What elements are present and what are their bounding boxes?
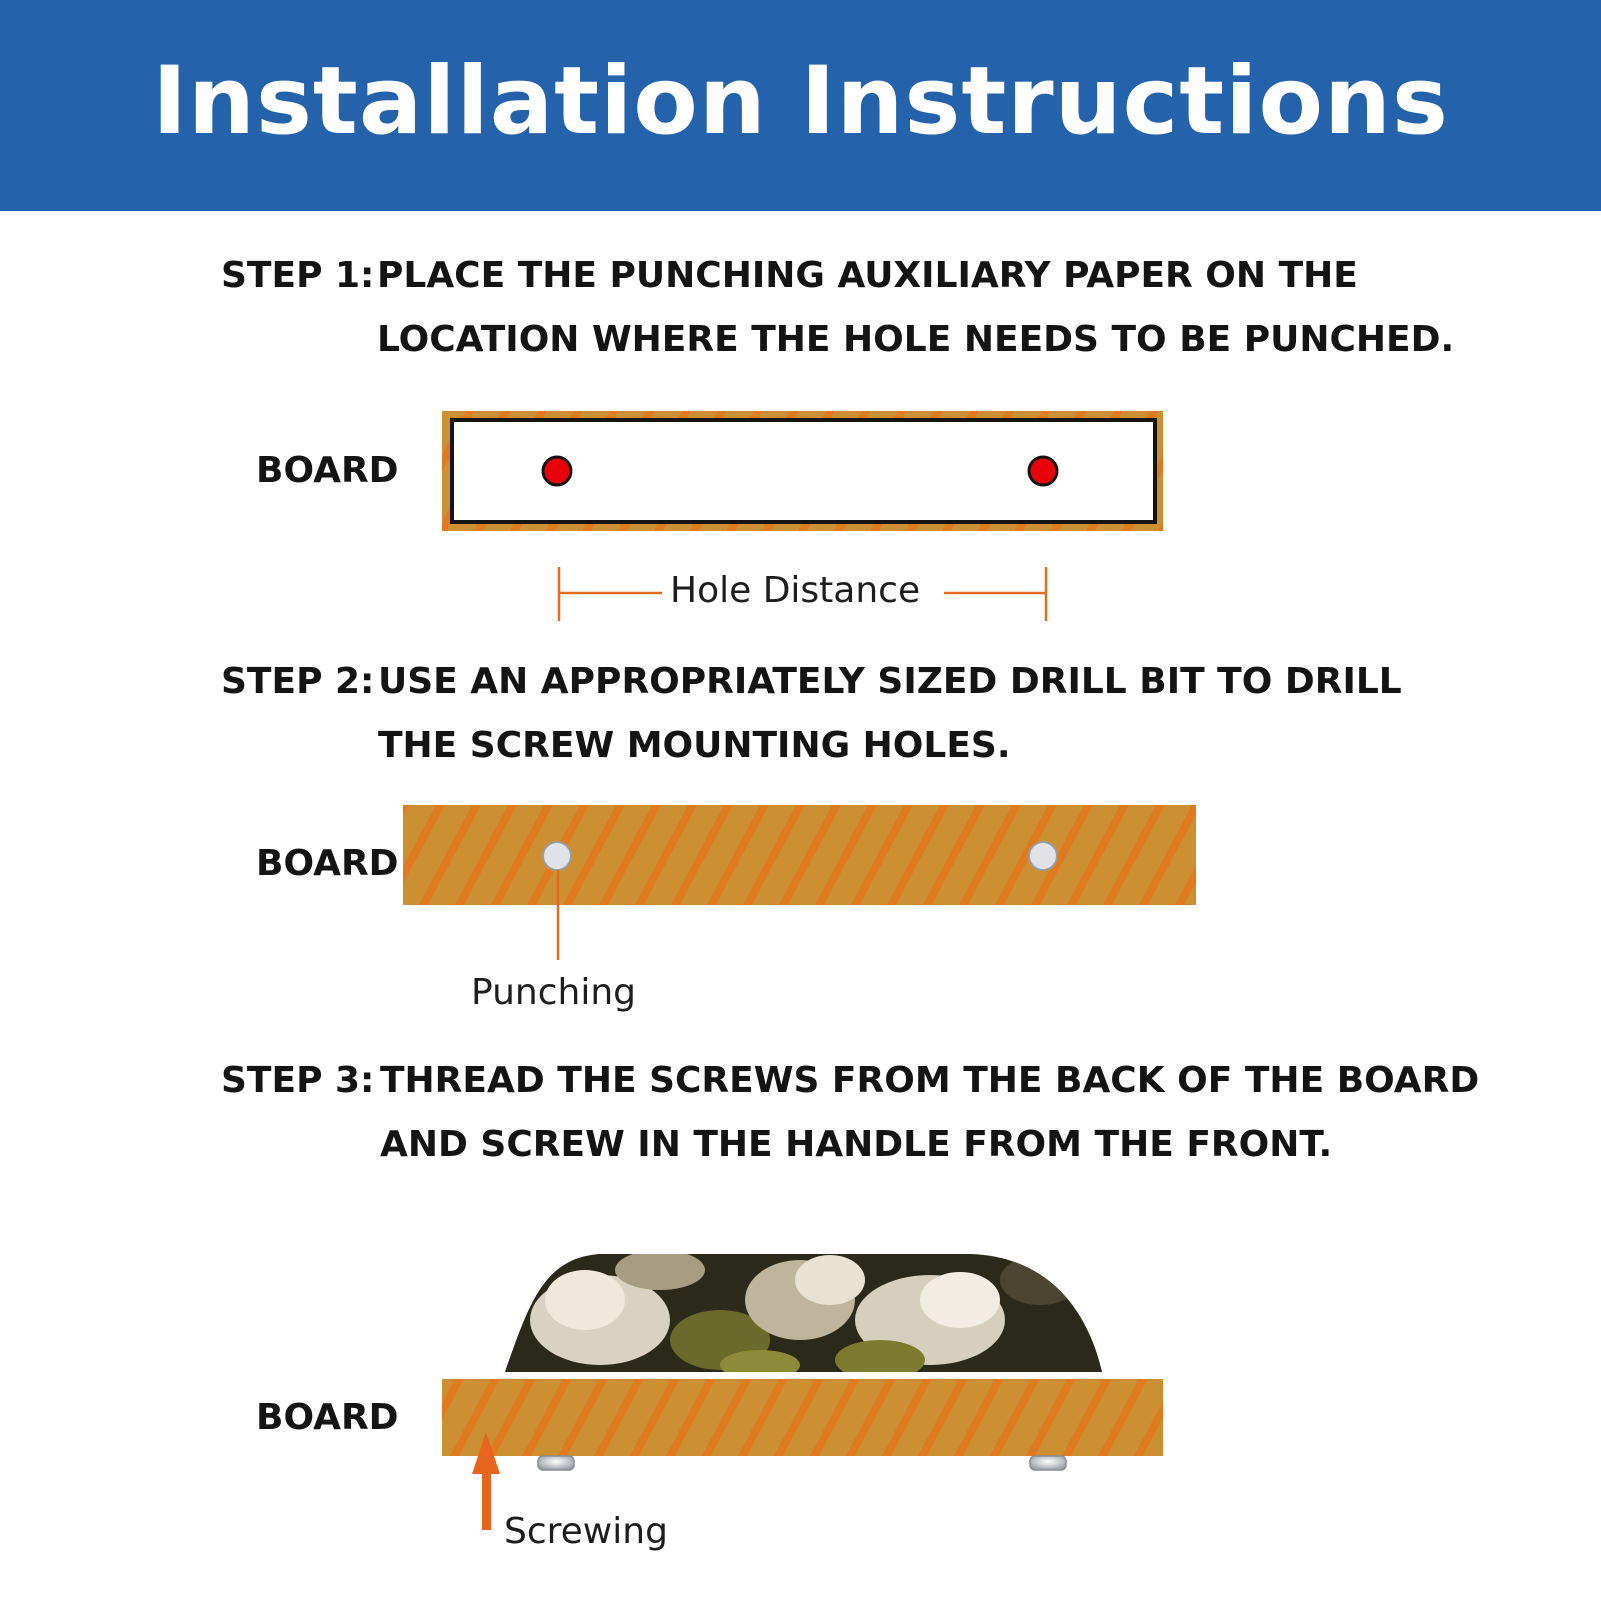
step-3-line-2: AND SCREW IN THE HANDLE FROM THE FRONT. [380,1124,1333,1165]
step-2-line-1: USE AN APPROPRIATELY SIZED DRILL BIT TO DRILL [378,661,1402,702]
punching-caption: Punching [471,972,636,1013]
hole-distance-caption: Hole Distance [670,570,921,611]
page-title: Installation Instructions [152,47,1449,156]
drilled-hole-right [1029,842,1057,870]
step-1-label: STEP 1: [221,255,375,296]
board-label-2: BOARD [256,843,399,884]
board-label-1: BOARD [256,450,399,491]
board-3-wood [442,1379,1163,1456]
screwing-caption: Screwing [504,1511,668,1552]
step-3-label: STEP 3: [221,1060,375,1101]
board-label-3: BOARD [256,1397,399,1438]
screw-head-left [538,1456,574,1470]
step-3-line-1: THREAD THE SCREWS FROM THE BACK OF THE BOARD [380,1060,1480,1101]
board-3 [442,1379,1163,1470]
floral-handle [500,1250,1110,1380]
step-1-line-2: LOCATION WHERE THE HOLE NEEDS TO BE PUNCHED. [377,319,1455,360]
handle-floral-pattern [500,1250,1110,1380]
step-2-line-2: THE SCREW MOUNTING HOLES. [378,725,1011,766]
drilled-hole-left [543,842,571,870]
step-2-label: STEP 2: [221,661,375,702]
hole-distance-dimension [559,567,1046,621]
screw-head-right [1030,1456,1066,1470]
hole-marker-right [1029,457,1057,485]
step-1-line-1: PLACE THE PUNCHING AUXILIARY PAPER ON THE [377,255,1358,296]
board-2-wood [403,805,1196,905]
board-1 [442,411,1163,531]
board-2 [403,805,1196,960]
hole-marker-left [543,457,571,485]
